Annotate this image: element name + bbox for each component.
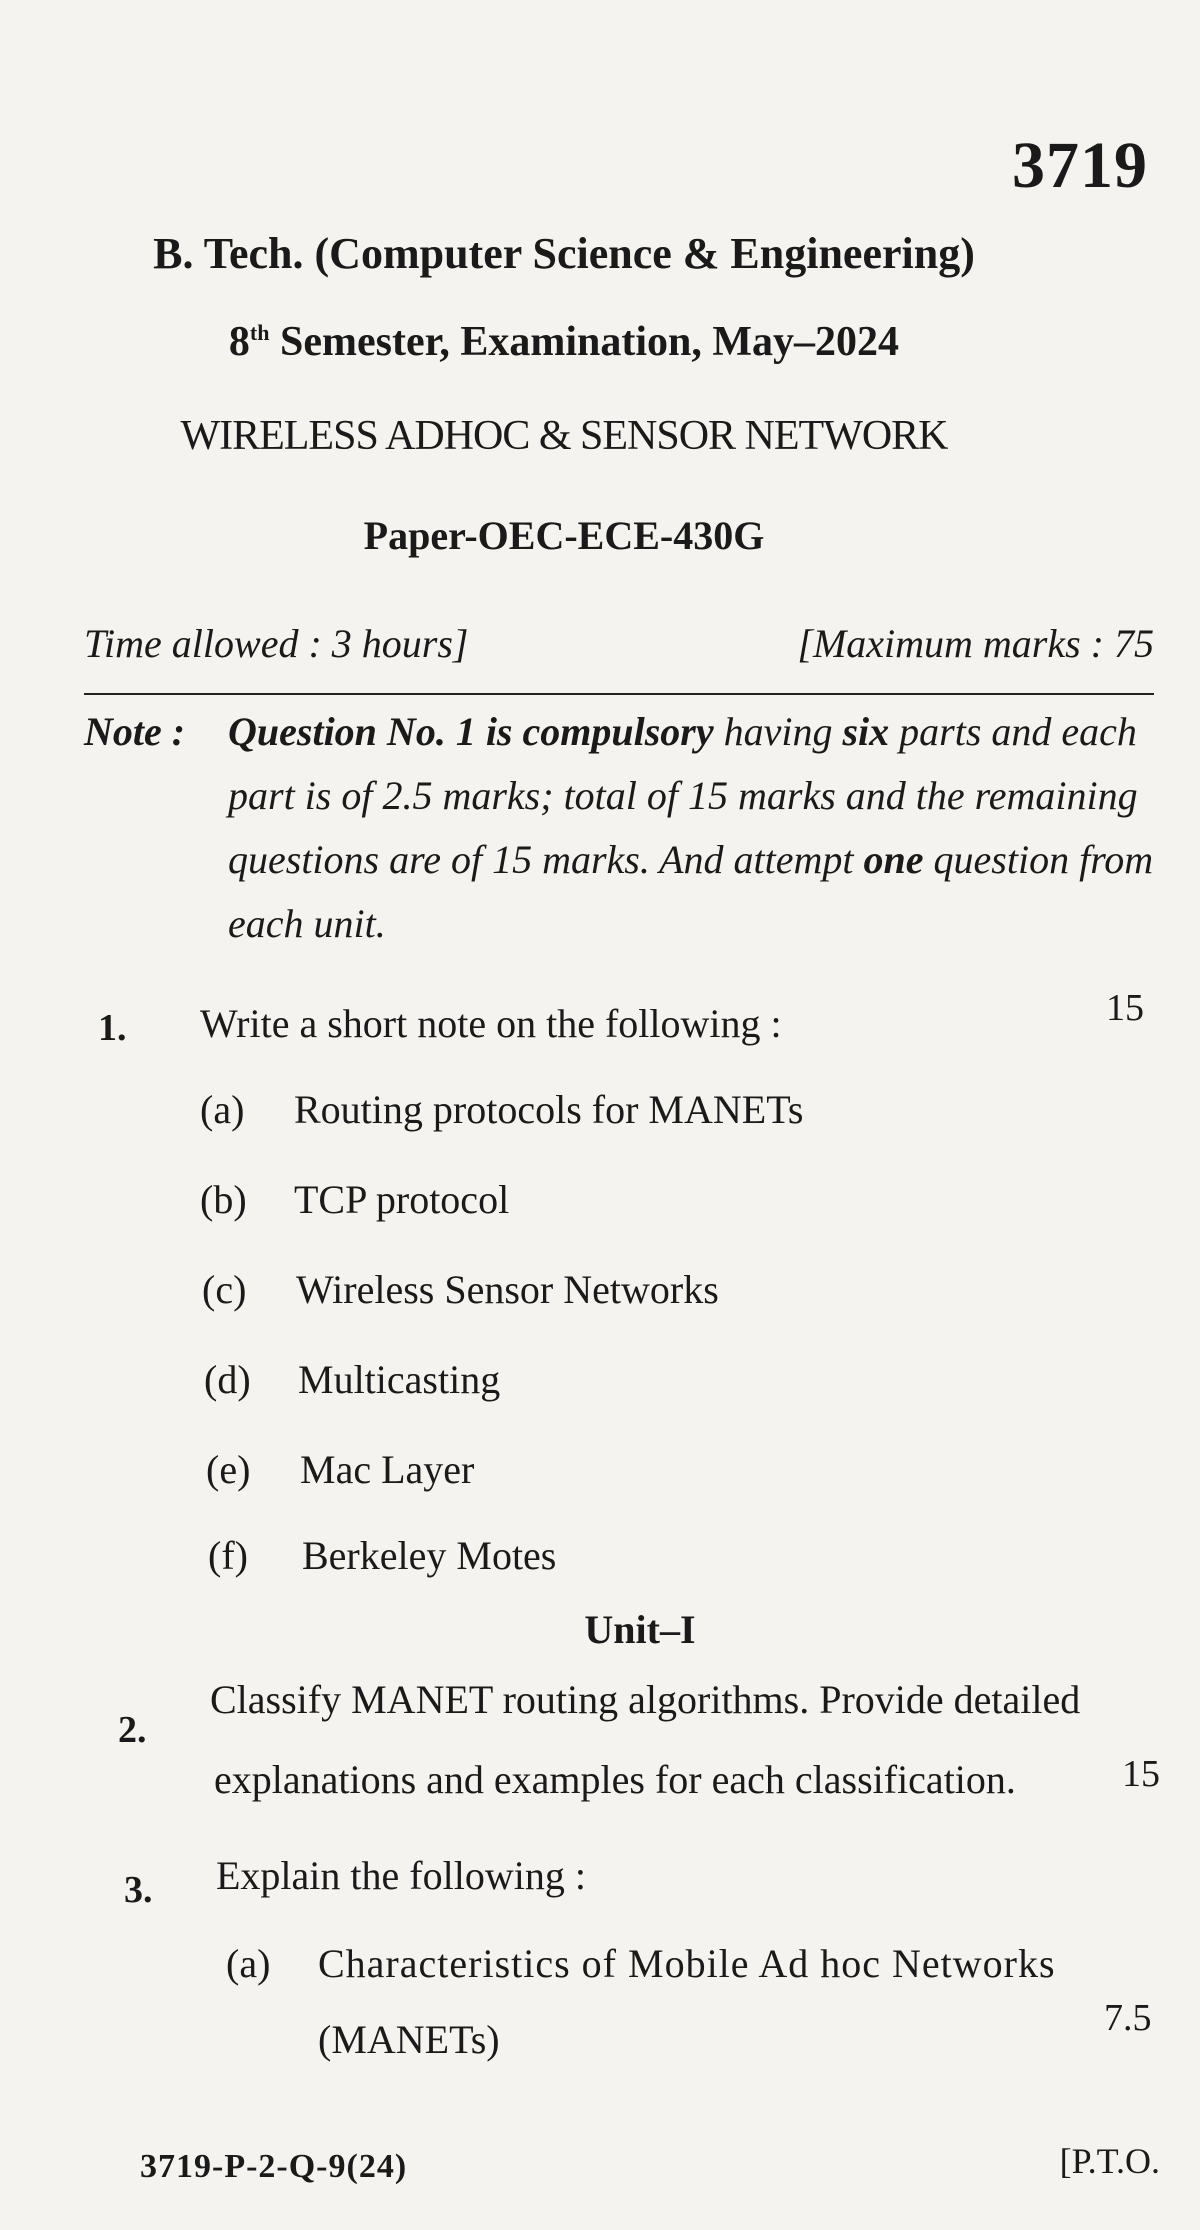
part-text: Mac Layer [300, 1447, 475, 1492]
part-label: (a) [226, 1941, 271, 1986]
question-3-text: Explain the following : [216, 1853, 586, 1898]
unit-heading: Unit–I [584, 1607, 696, 1652]
part-text: Wireless Sensor Networks [296, 1267, 719, 1312]
time-allowed: Time allowed : 3 hours] [84, 621, 469, 666]
question-2-line-2: explanations and examples for each classification. [214, 1757, 1016, 1802]
part-label: (f) [208, 1533, 248, 1578]
part-label: (a) [200, 1087, 245, 1132]
time-marks-line [84, 620, 1154, 695]
footer-code: 3719-P-2-Q-9(24) [140, 2148, 408, 2185]
question-2-number: 2. [118, 1709, 147, 1751]
paper-code: 3719 [1012, 129, 1148, 202]
semester-text: Semester, Examination, May–2024 [269, 319, 900, 365]
question-2-line-1: Classify MANET routing algorithms. Provide detailed [210, 1677, 1081, 1722]
paper-id: Paper-OEC-ECE-430G [363, 513, 765, 558]
part-label: (c) [202, 1267, 247, 1312]
question-1-part-f [208, 1532, 556, 1579]
question-3-number: 3. [124, 1869, 153, 1911]
question-1-part-c [202, 1266, 719, 1313]
part-label: (b) [200, 1177, 247, 1222]
note-text-2: having [713, 709, 843, 754]
question-3-part-a-line-2: (MANETs) [318, 2017, 500, 2062]
note-text-6: question from each unit. [228, 837, 1154, 946]
part-label: (e) [206, 1447, 251, 1492]
note-six: six [842, 709, 890, 754]
note-text-4: parts and each part is of 2.5 marks; total of 15 marks and the remaining questions are of 15 marks. And attempt [228, 709, 1138, 882]
question-1-text: Write a short note on the following : [200, 1001, 782, 1046]
question-1-number: 1. [98, 1007, 127, 1049]
part-text: Berkeley Motes [302, 1533, 557, 1578]
part-label: (d) [204, 1357, 251, 1402]
question-2-marks: 15 [1122, 1753, 1160, 1795]
note-block [84, 700, 1164, 956]
semester-suffix: th [249, 320, 270, 345]
question-1-part-d [204, 1356, 500, 1403]
question-3-part-a-marks: 7.5 [1104, 1997, 1152, 2039]
note-text [228, 700, 1164, 956]
question-1-part-a [200, 1086, 803, 1133]
semester-line [0, 318, 1164, 366]
question-3-part-a [226, 1940, 1056, 1987]
subject-title: WIRELESS ADHOC & SENSOR NETWORK [180, 413, 948, 459]
note-one: one [863, 837, 924, 882]
note-compulsory: Question No. 1 is compulsory [228, 709, 714, 754]
question-1-marks: 15 [1106, 987, 1144, 1029]
part-text: Multicasting [298, 1357, 501, 1402]
semester-number: 8 [228, 319, 250, 365]
part-text: TCP protocol [294, 1177, 510, 1222]
maximum-marks: [Maximum marks : 75 [797, 621, 1154, 666]
part-text: Characteristics of Mobile Ad hoc Networks [318, 1941, 1056, 1986]
part-text: Routing protocols for MANETs [294, 1087, 804, 1132]
footer-pto: [P.T.O. [1059, 2141, 1160, 2181]
question-1-part-e [206, 1446, 474, 1493]
question-1-part-b [200, 1176, 509, 1223]
course-title: B. Tech. (Computer Science & Engineering) [153, 229, 975, 278]
note-label: Note : [84, 709, 186, 754]
